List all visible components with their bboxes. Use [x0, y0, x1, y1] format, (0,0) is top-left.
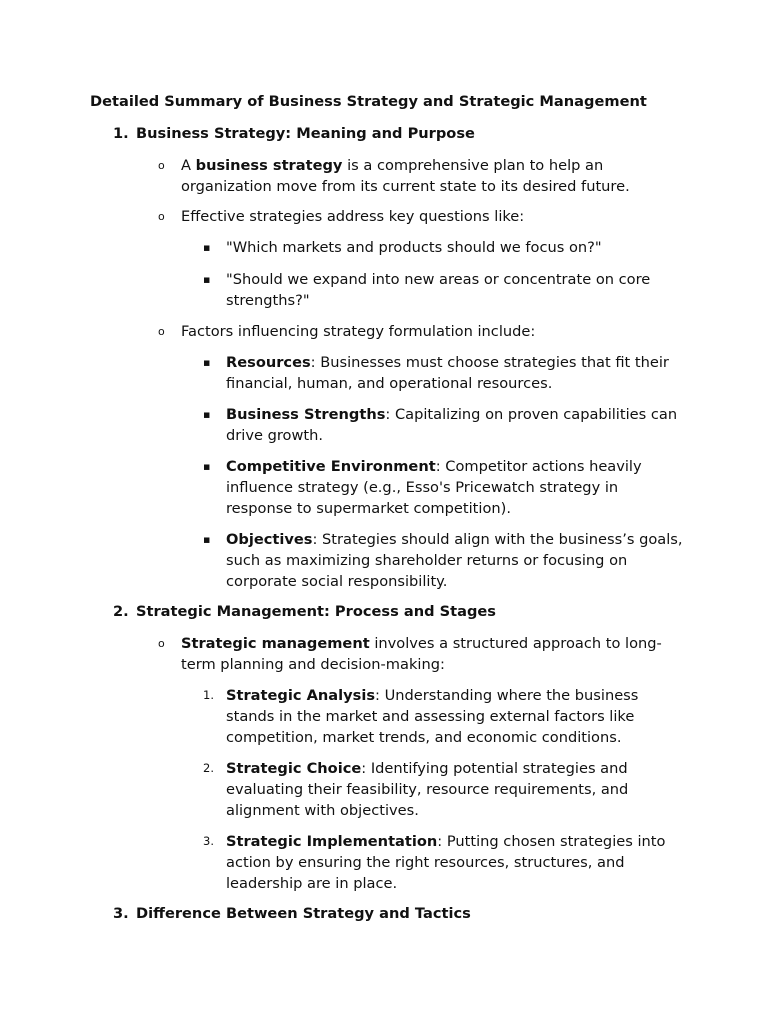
section-number: 2. [113, 603, 129, 620]
section-number: 3. [113, 905, 129, 922]
list-item: Strategic management involves a structured approach to long-term planning and decision-making: [181, 635, 662, 673]
list-item: Competitive Environment: Competitor actions heavily influence strategy (e.g., Esso's Pricewatch strategy in response to supermarket competition). [226, 458, 642, 517]
square-bullet-icon: ▪ [203, 356, 211, 369]
list-item: A business strategy is a comprehensive plan to help an organization move from its current state to its desired future. [181, 157, 630, 195]
square-bullet-icon: ▪ [203, 273, 211, 286]
square-bullet-icon: ▪ [203, 408, 211, 421]
list-number: 3. [203, 834, 214, 848]
square-bullet-icon: ▪ [203, 241, 211, 254]
list-number: 1. [203, 688, 214, 702]
section-number: 1. [113, 125, 129, 142]
list-item: Business Strengths: Capitalizing on proven capabilities can drive growth. [226, 406, 678, 444]
list-item: "Which markets and products should we focus on?" [226, 239, 602, 256]
list-item: Factors influencing strategy formulation include: [181, 323, 536, 340]
document-title: Detailed Summary of Business Strategy and Strategic Management [90, 93, 647, 110]
list-item: Resources: Businesses must choose strategies that fit their financial, human, and operational resources. [226, 354, 669, 392]
hollow-bullet-icon: o [158, 159, 165, 172]
section-heading: Difference Between Strategy and Tactics [136, 905, 471, 922]
list-item: Objectives: Strategies should align with the business’s goals, such as maximizing shareholder returns or focusing on corporate social responsibility. [226, 531, 683, 590]
list-item: Strategic Choice: Identifying potential strategies and evaluating their feasibility, resource requirements, and alignment with objectives. [226, 760, 629, 819]
hollow-bullet-icon: o [158, 325, 165, 338]
hollow-bullet-icon: o [158, 637, 165, 650]
square-bullet-icon: ▪ [203, 460, 211, 473]
section-heading: Strategic Management: Process and Stages [136, 603, 496, 620]
list-item: Effective strategies address key questions like: [181, 208, 525, 225]
list-item: Strategic Implementation: Putting chosen strategies into action by ensuring the right resources, structures, and leadership are in place. [226, 833, 666, 892]
list-item: Strategic Analysis: Understanding where the business stands in the market and assessing external factors like competition, market trends, and economic conditions. [226, 687, 639, 746]
section-heading: Business Strategy: Meaning and Purpose [136, 125, 475, 142]
list-item: "Should we expand into new areas or concentrate on core strengths?" [226, 271, 651, 309]
list-number: 2. [203, 761, 214, 775]
square-bullet-icon: ▪ [203, 533, 211, 546]
hollow-bullet-icon: o [158, 210, 165, 223]
